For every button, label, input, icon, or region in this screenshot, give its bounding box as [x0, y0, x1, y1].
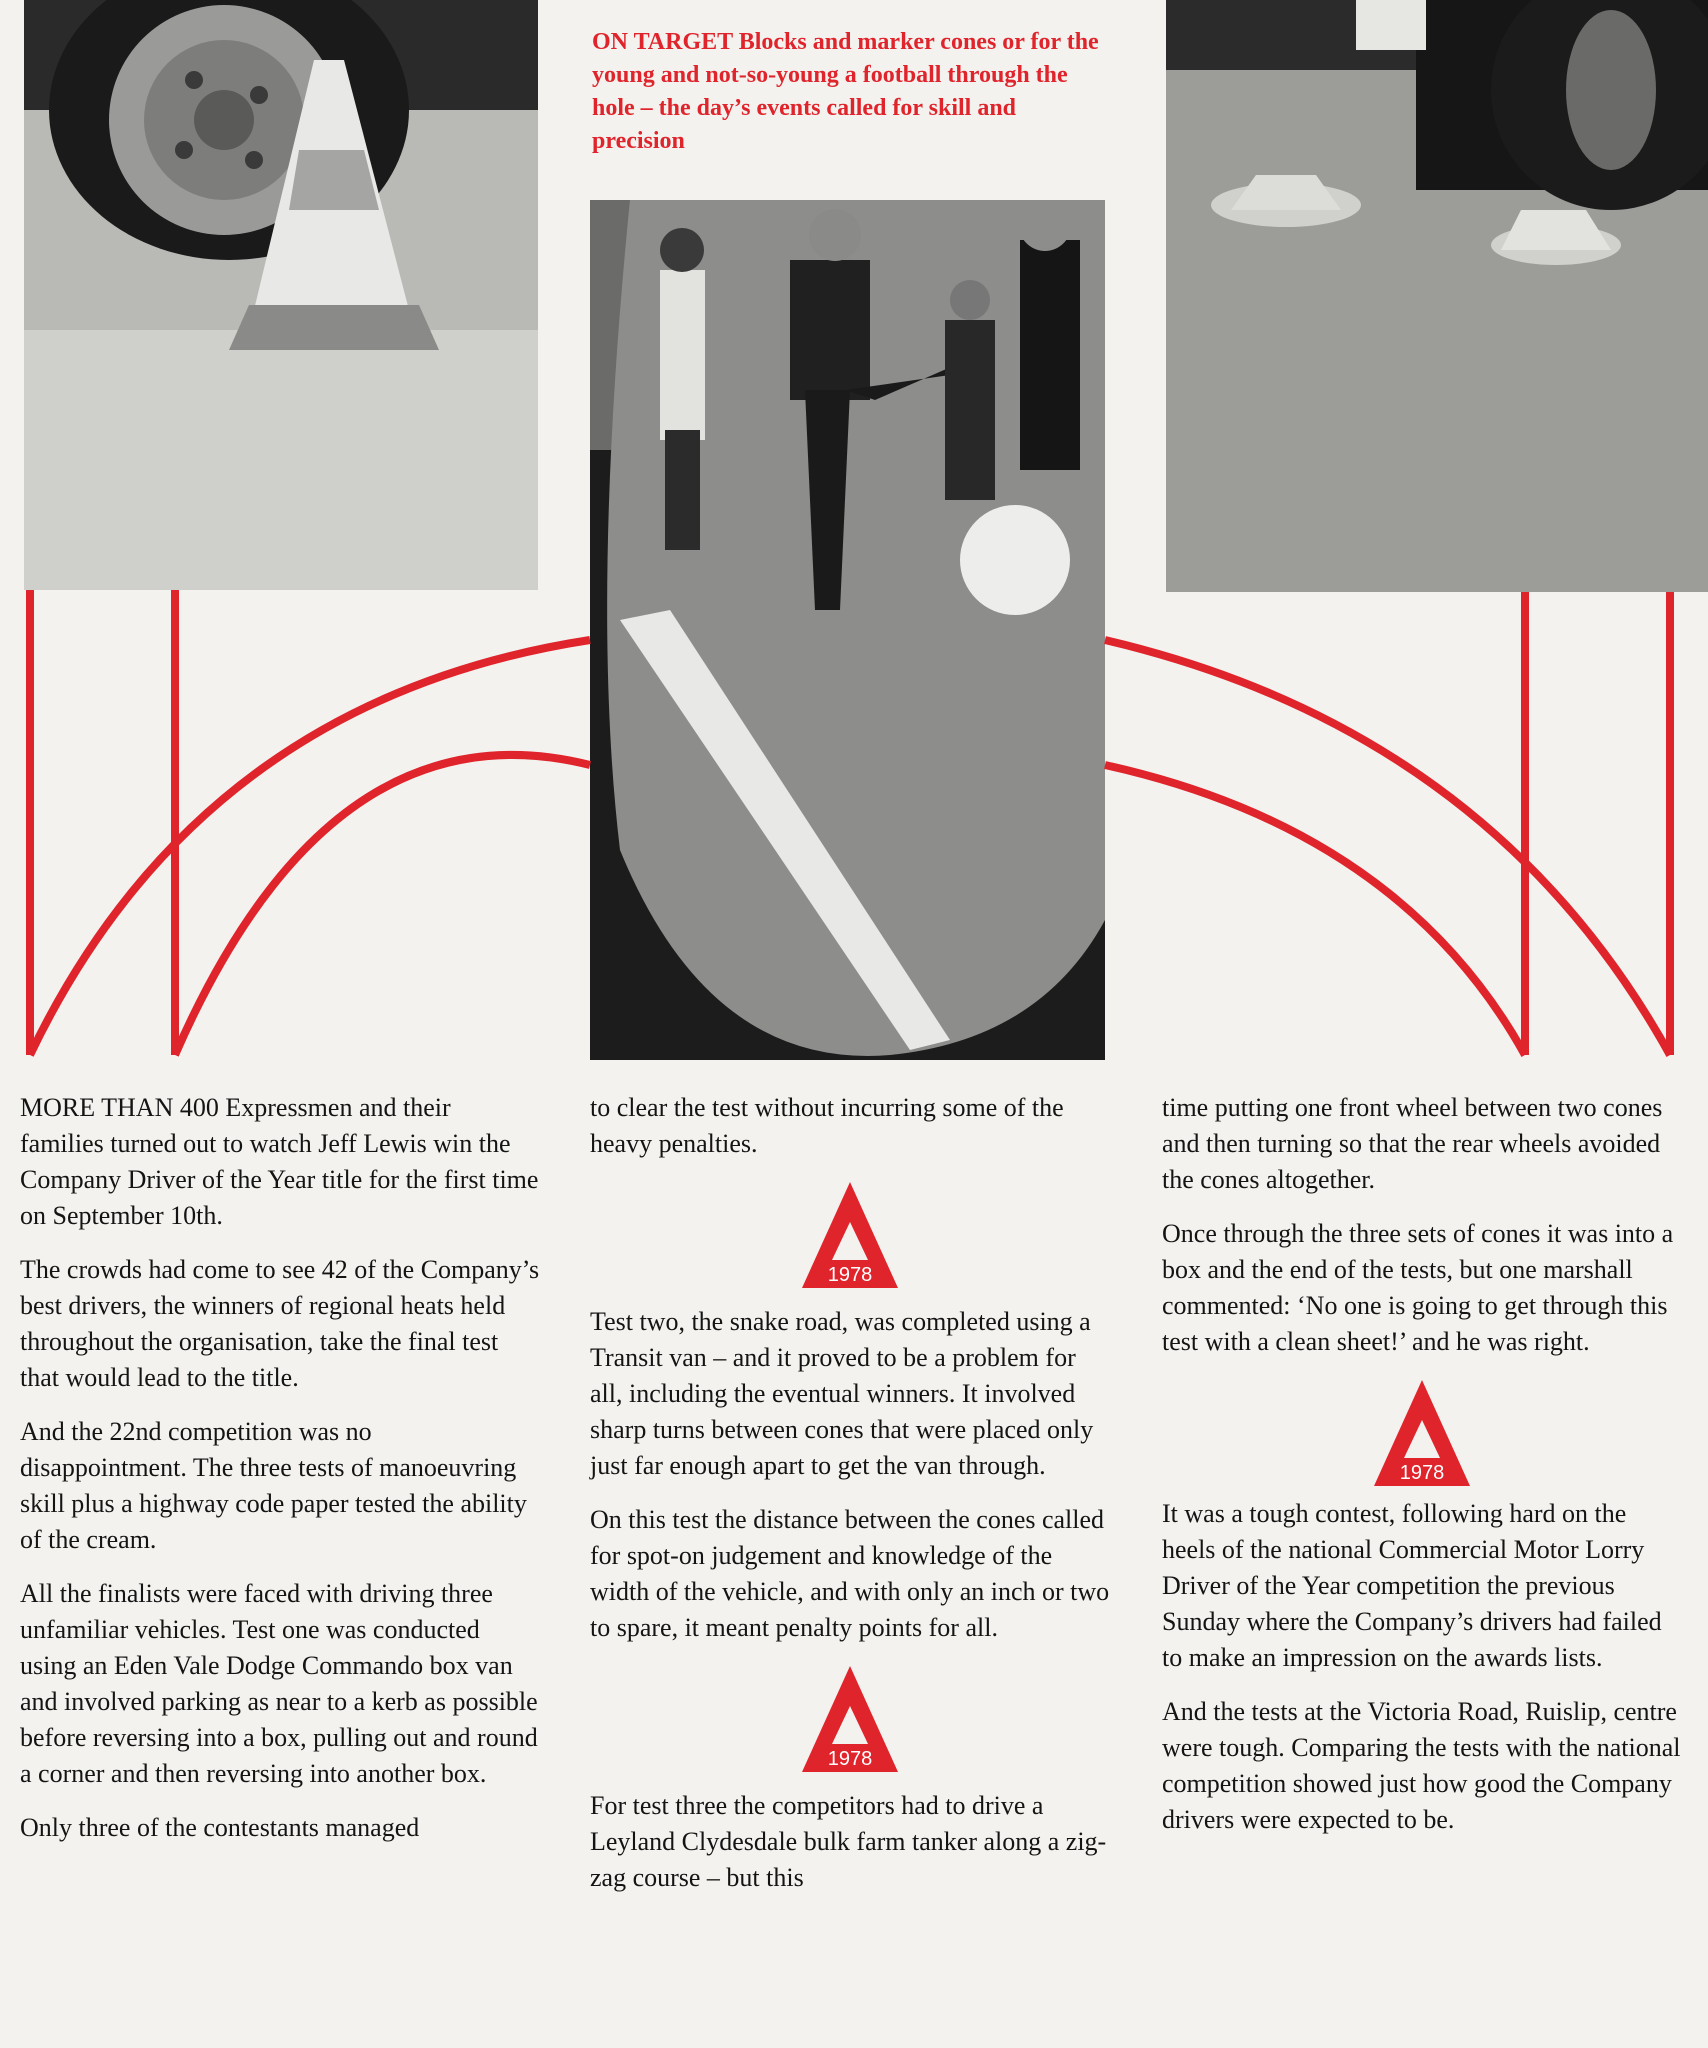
article-column-1 [20, 1090, 540, 1864]
triangle-1978-icon [800, 1180, 900, 1290]
paragraph: All the finalists were faced with driving three unfamiliar vehicles. Test one was conducted using an Eden Vale Dodge Commando box van and involved parking as near to a kerb as possible before reversing into a box, pulling out and round a corner and then reversing into another box. [20, 1579, 538, 1788]
badge-year: 1978 [827, 1748, 873, 1770]
badge-year: 1978 [827, 1264, 873, 1286]
paragraph: On this test the distance between the cones called for spot-on judgement and knowledge of the width of the vehicle, and with only an inch or two to spare, it meant penalty points for all. [590, 1505, 1110, 1642]
paragraph: And the 22nd competition was no disappointment. The three tests of manoeuvring skill plus a highway code paper tested the ability of the cream. [20, 1417, 527, 1554]
paragraph: For test three the competitors had to drive a Leyland Clydesdale bulk farm tanker along a zig-zag course – but this [590, 1791, 1107, 1892]
paragraph: Test two, the snake road, was completed using a Transit van – and it proved to be a problem for all, including the eventual winners. It involved sharp turns between cones that were placed only just far enough apart to get the van through. [590, 1307, 1094, 1480]
paragraph: Only three of the contestants managed [20, 1813, 420, 1842]
paragraph: to clear the test without incurring some of the heavy penalties. [590, 1093, 1064, 1158]
paragraph: It was a tough contest, following hard on the heels of the national Commercial Motor Lorry Driver of the Year competition the previous Sunday where the Company’s drivers had failed to make an impression on the awards lists. [1162, 1499, 1662, 1672]
paragraph: And the tests at the Victoria Road, Ruislip, centre were tough. Comparing the tests with the national competition showed just how good the Company drivers were expected to be. [1162, 1697, 1681, 1834]
paragraph: Once through the three sets of cones it was into a box and the end of the tests, but one marshall commented: ‘No one is going to get through this test with a clean sheet!’ and he was right. [1162, 1219, 1674, 1356]
paragraph: time putting one front wheel between two cones and then turning so that the rear wheels avoided the cones altogether. [1162, 1093, 1663, 1194]
badge-year: 1978 [1399, 1462, 1445, 1484]
photo-football-kick [590, 200, 1105, 1060]
paragraph: The crowds had come to see 42 of the Company’s best drivers, the winners of regional heats held throughout the organisation, take the final test that would lead to the title. [20, 1255, 540, 1392]
triangle-1978-icon [800, 1664, 900, 1774]
paragraph: MORE THAN 400 Expressmen and their families turned out to watch Jeff Lewis win the Company Driver of the Year title for the first time on September 10th. [20, 1093, 539, 1230]
article-column-3 [1162, 1090, 1682, 1856]
caption-lead: ON TARGET [592, 29, 733, 55]
photo-caption [592, 26, 1112, 158]
photo-marker-cones [1166, 0, 1708, 592]
photo-wheel-and-cone [24, 0, 538, 590]
triangle-1978-icon [1372, 1378, 1472, 1488]
caption-text: Blocks and marker cones or for the young and not-so-young a football through the hole – the day’s events called for skill and precision [592, 29, 1099, 154]
article-column-2 [590, 1090, 1110, 1914]
